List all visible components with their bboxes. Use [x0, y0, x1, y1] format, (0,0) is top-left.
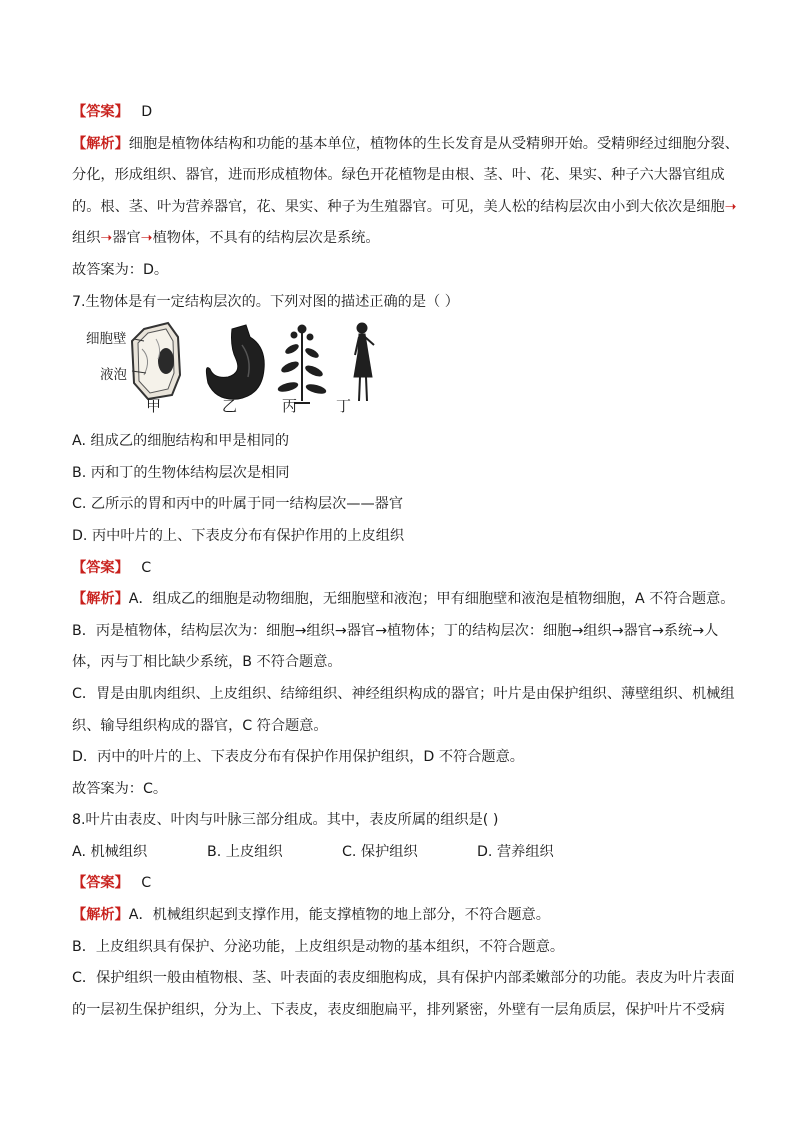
- q8-options: [72, 836, 722, 868]
- plant-image: [277, 325, 326, 403]
- q7-option-a: A. 组成乙的细胞结构和甲是相同的: [72, 433, 290, 450]
- q7-conclusion: 故答案为：C。: [72, 780, 168, 797]
- caption-bing: 丙: [282, 397, 298, 416]
- q7-option-c: C. 乙所示的胃和丙中的叶属于同一结构层次——器官: [72, 496, 404, 513]
- arrow-icon: ➝: [140, 230, 153, 247]
- answer-tag: 【答案】: [72, 559, 129, 576]
- q8-answer: [72, 867, 722, 899]
- answer-tag: 【答案】: [72, 104, 129, 120]
- q6-analysis-line: [72, 191, 737, 223]
- analysis-tag: 【解析】: [72, 591, 129, 608]
- q8-analysis-line: 的一层初生保护组织，分为上、下表皮，表皮细胞扁平，排列紧密，外壁有一层角质层，保护叶片不受病: [72, 1001, 725, 1018]
- analysis-text: 植物体，不具有的结构层次是系统。: [152, 230, 380, 247]
- q6-conclusion: 故答案为：D。: [72, 261, 169, 278]
- vacuole-label: 液泡: [100, 367, 127, 384]
- stomach-image: [206, 325, 264, 399]
- q8-analysis-line: C．保护组织一般由植物根、茎、叶表面的表皮细胞构成，具有保护内部柔嫩部分的功能。表皮为叶片表面: [72, 970, 735, 987]
- q8-option-c: C. 保护组织: [342, 843, 418, 860]
- plant-cell-image: [132, 323, 180, 399]
- analysis-text: 的。根、茎、叶为营养器官，花、果实、种子为生殖器官。可见，美人松的结构层次由小到大依次是细胞: [72, 198, 725, 215]
- caption-jia: 甲: [146, 397, 162, 416]
- cell-wall-label: 细胞壁: [86, 331, 127, 348]
- analysis-text: A．机械组织起到支撑作用，能支撑植物的地上部分，不符合题意。: [128, 907, 550, 924]
- q8-analysis-line: [72, 899, 722, 931]
- q7-figure: [72, 319, 722, 421]
- q8-option-b: B. 上皮组织: [207, 843, 283, 860]
- person-image: [354, 323, 374, 401]
- caption-yi: 乙: [222, 397, 238, 416]
- q7-analysis-line: C．胃是由肌肉组织、上皮组织、结缔组织、神经组织构成的器官；叶片是由保护组织、薄壁组织、机械组: [72, 685, 735, 702]
- q8-option-a: A. 机械组织: [72, 843, 148, 860]
- q7-analysis-line: 体，丙与丁相比缺少系统，B 不符合题意。: [72, 654, 342, 671]
- analysis-text: 细胞是植物体结构和功能的基本单位，植物体的生长发育是从受精卵开始。受精卵经过细胞分裂、: [128, 135, 739, 152]
- q7-analysis-line: 织、输导组织构成的器官，C 符合题意。: [72, 717, 328, 734]
- caption-ding: 丁: [336, 397, 352, 416]
- q8-analysis-line: B．上皮组织具有保护、分泌功能，上皮组织是动物的基本组织，不符合题意。: [72, 938, 565, 955]
- q7-analysis-line: [72, 583, 735, 615]
- q7-option-d: D. 丙中叶片的上、下表皮分布有保护作用的上皮组织: [72, 527, 405, 544]
- answer-value: D: [141, 104, 153, 120]
- arrow-icon: ➝: [100, 230, 113, 247]
- q6-answer: [72, 96, 722, 128]
- analysis-text: 组织: [72, 230, 101, 247]
- q7-stem: 7.生物体是有一定结构层次的。下列对图的描述正确的是（ ）: [72, 293, 459, 310]
- q7-answer: [72, 552, 722, 584]
- document-page: [72, 96, 739, 1025]
- q8-stem: 8.叶片由表皮、叶肉与叶脉三部分组成。其中，表皮所属的组织是( ): [72, 812, 499, 829]
- analysis-text: 器官: [112, 230, 141, 247]
- analysis-tag: 【解析】: [72, 135, 129, 152]
- analysis-tag: 【解析】: [72, 907, 129, 924]
- q8-option-d: D. 营养组织: [477, 843, 554, 860]
- q6-analysis-line: [72, 222, 722, 254]
- q7-option-b: B. 丙和丁的生物体结构层次是相同: [72, 464, 290, 481]
- arrow-icon: ➝: [724, 198, 737, 215]
- answer-tag: 【答案】: [72, 875, 129, 892]
- answer-value: C: [141, 559, 152, 576]
- q6-analysis-line: [72, 128, 739, 160]
- analysis-text: A．组成乙的细胞是动物细胞，无细胞壁和液泡；甲有细胞壁和液泡是植物细胞，A 不符合题意。: [128, 591, 735, 608]
- q7-analysis-line: D．丙中的叶片的上、下表皮分布有保护作用保护组织，D 不符合题意。: [72, 749, 524, 766]
- q6-analysis-line: 分化，形成组织、器官，进而形成植物体。绿色开花植物是由根、茎、叶、花、果实、种子六大器官组成: [72, 167, 725, 184]
- q7-analysis-line: B．丙是植物体，结构层次为：细胞→组织→器官→植物体；丁的结构层次：细胞→组织→器官→系统→人: [72, 622, 719, 639]
- answer-value: C: [141, 875, 152, 892]
